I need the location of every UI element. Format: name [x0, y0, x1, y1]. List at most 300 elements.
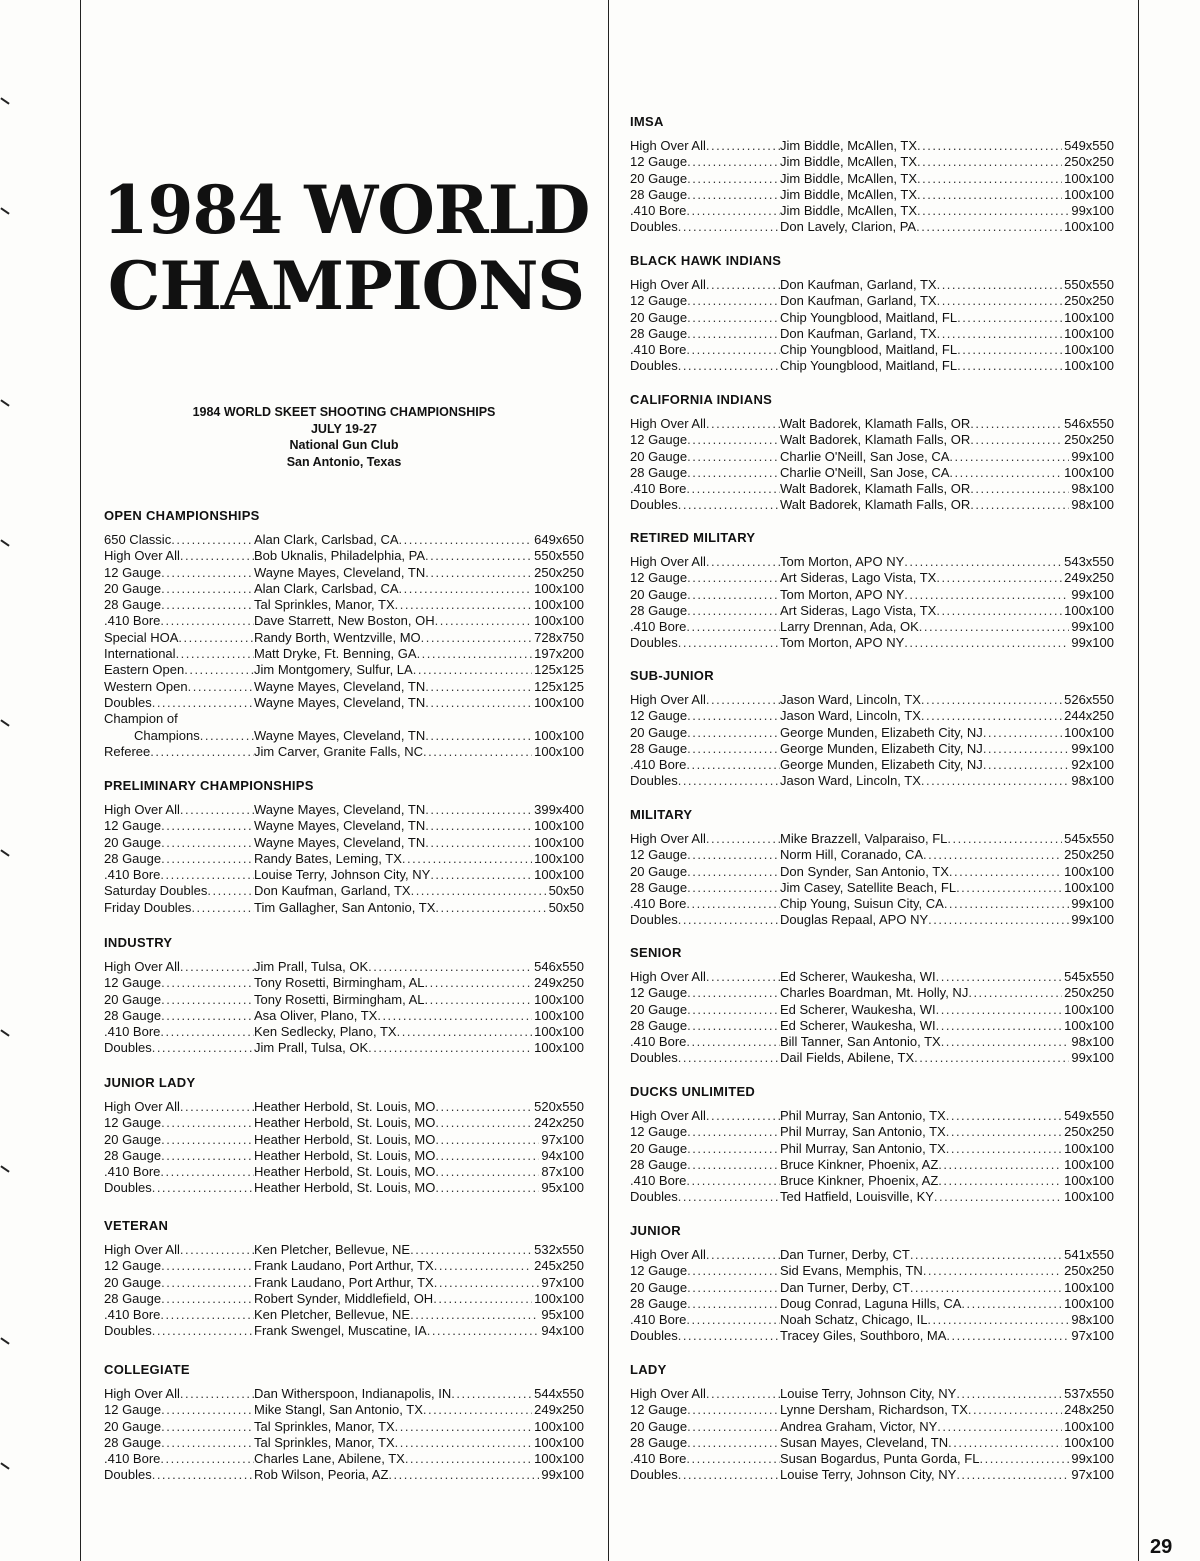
- binding-tick: [0, 539, 9, 546]
- leader-dots: [171, 532, 254, 548]
- category-cell: [104, 565, 254, 581]
- leader-dots: [425, 818, 532, 834]
- leader-dots: [395, 1419, 532, 1435]
- category-cell: [104, 1435, 254, 1451]
- score: 541x550: [1064, 1247, 1114, 1262]
- leader-dots: [435, 1115, 532, 1131]
- category-label: .410 Bore: [104, 867, 161, 883]
- winner-name: Jim Biddle, McAllen, TX: [780, 138, 918, 153]
- result-row: [630, 449, 1114, 465]
- result-row: [104, 1132, 584, 1148]
- winner-name: Jim Casey, Satellite Beach, FL: [780, 879, 957, 895]
- category-cell: [630, 570, 780, 586]
- category-label: 12 Gauge: [630, 1402, 688, 1418]
- leader-dots: [161, 565, 254, 581]
- category-cell: [630, 171, 780, 187]
- section-title: OPEN CHAMPIONSHIPS: [104, 508, 260, 523]
- leader-dots: [686, 1451, 780, 1467]
- leader-dots: [180, 1386, 254, 1402]
- leader-dots: [678, 635, 780, 651]
- category-label: Doubles: [630, 1328, 678, 1344]
- leader-dots: [687, 1263, 780, 1279]
- winner-name: Heather Herbold, St. Louis, MO: [254, 1147, 436, 1163]
- leader-dots: [161, 992, 254, 1008]
- leader-dots: [402, 851, 532, 867]
- result-row: [630, 310, 1114, 326]
- leader-dots: [956, 880, 1062, 896]
- score: 100x100: [1064, 358, 1114, 374]
- leader-dots: [706, 138, 780, 154]
- leader-dots: [678, 1328, 780, 1344]
- leader-dots: [687, 1435, 780, 1451]
- event-dates: JULY 19-27: [310, 421, 378, 436]
- winner-name: Heather Herbold, St. Louis, MO: [254, 1180, 436, 1196]
- winner-name: Phil Murray, San Antonio, TX: [780, 1108, 946, 1123]
- results-section: [630, 807, 1114, 929]
- result-row: [104, 597, 584, 613]
- result-row: [630, 1034, 1114, 1050]
- result-row: [104, 835, 584, 851]
- category-cell: [104, 851, 254, 867]
- score: 94x100: [541, 1147, 584, 1163]
- leader-dots: [180, 1242, 254, 1258]
- score: 100x100: [534, 743, 584, 759]
- category-cell: [630, 708, 780, 724]
- leader-dots: [395, 1435, 532, 1451]
- winner-name: Dan Witherspoon, Indianapolis, IN: [254, 1386, 452, 1401]
- category-label: Doubles: [630, 1189, 678, 1205]
- winner-name: Alan Clark, Carlsbad, CA: [254, 532, 399, 547]
- score: 550x550: [1064, 277, 1114, 292]
- category-cell: [630, 293, 780, 309]
- category-cell: [630, 864, 780, 880]
- leader-dots: [161, 818, 254, 834]
- section-title: BLACK HAWK INDIANS: [630, 253, 782, 268]
- winner-name: Chip Young, Suisun City, CA: [780, 896, 944, 912]
- winner-name: Don Kaufman, Garland, TX: [780, 293, 937, 309]
- category-label: 20 Gauge: [630, 1001, 688, 1017]
- result-row: [630, 570, 1114, 586]
- winner-name: Tom Morton, APO NY: [780, 635, 905, 651]
- score: 250x250: [1064, 154, 1114, 170]
- category-label: 20 Gauge: [104, 991, 162, 1007]
- result-row: [630, 773, 1114, 789]
- leader-dots: [180, 959, 254, 975]
- leader-dots: [430, 867, 532, 883]
- leader-dots: [687, 293, 780, 309]
- leader-dots: [423, 744, 532, 760]
- winner-name: Tom Morton, APO NY: [780, 554, 905, 569]
- category-cell: [630, 1157, 780, 1173]
- leader-dots: [687, 1157, 780, 1173]
- category-label: 20 Gauge: [630, 863, 688, 879]
- category-cell: [104, 728, 254, 744]
- category-label: Doubles: [630, 358, 678, 374]
- winner-name: Mike Stangl, San Antonio, TX: [254, 1402, 423, 1418]
- category-cell: [630, 326, 780, 342]
- result-row: [630, 1173, 1114, 1189]
- leader-dots: [946, 1328, 1069, 1344]
- results-section: [104, 1218, 584, 1340]
- result-row: [630, 171, 1114, 187]
- score: 125x125: [534, 678, 584, 694]
- winner-name: Don Kaufman, Garland, TX: [780, 277, 937, 292]
- leader-dots: [180, 548, 254, 564]
- winner-name: Dan Turner, Derby, CT: [780, 1279, 910, 1295]
- winner-name: Frank Laudano, Port Arthur, TX: [254, 1274, 434, 1290]
- winner-name: Robert Synder, Middlefield, OH: [254, 1290, 434, 1306]
- leader-dots: [161, 1258, 254, 1274]
- category-label: High Over All: [630, 1108, 706, 1123]
- leader-dots: [161, 597, 254, 613]
- winner-name: Wayne Mayes, Cleveland, TN: [254, 727, 426, 743]
- leader-dots: [152, 1323, 254, 1339]
- winner-name: Jim Prall, Tulsa, OK: [254, 1040, 369, 1056]
- category-cell: [630, 1050, 780, 1066]
- score: 250x250: [1064, 985, 1114, 1001]
- leader-dots: [678, 773, 780, 789]
- category-cell: [630, 219, 780, 235]
- leader-dots: [686, 203, 780, 219]
- leader-dots: [433, 1291, 532, 1307]
- result-row: [630, 1386, 1114, 1402]
- score: 248x250: [1064, 1402, 1114, 1418]
- result-row: [104, 1467, 584, 1483]
- category-cell: [630, 1108, 780, 1124]
- winner-name: Bob Uknalis, Philadelphia, PA: [254, 548, 426, 564]
- category-label: Doubles: [630, 635, 678, 651]
- leader-dots: [687, 847, 780, 863]
- category-cell: [630, 587, 780, 603]
- score: 549x550: [1064, 138, 1114, 153]
- leader-dots: [904, 587, 1069, 603]
- winner-name: Ken Pletcher, Bellevue, NE: [254, 1307, 411, 1323]
- result-row: [630, 757, 1114, 773]
- leader-dots: [706, 1108, 780, 1124]
- result-row: [630, 587, 1114, 603]
- category-label: 20 Gauge: [630, 724, 688, 740]
- category-label: 20 Gauge: [104, 1418, 162, 1434]
- category-cell: [630, 1141, 780, 1157]
- section-title: LADY: [630, 1362, 667, 1377]
- category-label: High Over All: [104, 802, 180, 817]
- score: 100x100: [534, 1418, 584, 1434]
- score: 97x100: [1071, 1467, 1114, 1483]
- score: 99x100: [1071, 1451, 1114, 1467]
- leader-dots: [956, 1467, 1069, 1483]
- winner-name: Don Kaufman, Garland, TX: [780, 325, 937, 341]
- leader-dots: [937, 1419, 1062, 1435]
- category-label: High Over All: [104, 1386, 180, 1401]
- result-row: [104, 1040, 584, 1056]
- score: 649x650: [534, 532, 584, 547]
- result-row: [630, 985, 1114, 1001]
- category-label: 20 Gauge: [104, 834, 162, 850]
- score: 544x550: [534, 1386, 584, 1401]
- winner-name: Charlie O'Neill, San Jose, CA: [780, 464, 950, 480]
- category-cell: [104, 662, 254, 678]
- winner-name: Randy Borth, Wentzville, MO: [254, 629, 421, 645]
- result-row: [104, 1435, 584, 1451]
- category-label: Doubles: [630, 912, 678, 928]
- leader-dots: [161, 835, 254, 851]
- category-label: Saturday Doubles: [104, 883, 208, 899]
- score: 245x250: [534, 1258, 584, 1274]
- binding-tick: [0, 849, 9, 856]
- result-row: [630, 358, 1114, 374]
- result-row: [630, 1435, 1114, 1451]
- leader-dots: [983, 757, 1070, 773]
- leader-dots: [937, 326, 1063, 342]
- leader-dots: [435, 1148, 539, 1164]
- leader-dots: [152, 1180, 254, 1196]
- category-cell: [630, 635, 780, 651]
- result-row: [104, 1258, 584, 1274]
- result-row: [104, 900, 584, 916]
- score: 100x100: [534, 580, 584, 596]
- category-label: 28 Gauge: [630, 879, 688, 895]
- score: 99x100: [1071, 1050, 1114, 1066]
- score: 95x100: [541, 1307, 584, 1323]
- score: 100x100: [534, 1290, 584, 1306]
- result-row: [630, 1189, 1114, 1205]
- score: 197x200: [534, 646, 584, 662]
- leader-dots: [388, 1467, 539, 1483]
- leader-dots: [191, 900, 254, 916]
- winner-name: Heather Herbold, St. Louis, MO: [254, 1099, 436, 1114]
- category-cell: [104, 1275, 254, 1291]
- score: 99x100: [1071, 635, 1114, 651]
- leader-dots: [451, 1386, 532, 1402]
- section-title: SENIOR: [630, 945, 682, 960]
- leader-dots: [968, 985, 1062, 1001]
- category-cell: [104, 1164, 254, 1180]
- leader-dots: [435, 1164, 539, 1180]
- result-row: [104, 1008, 584, 1024]
- leader-dots: [686, 1312, 780, 1328]
- leader-dots: [687, 985, 780, 1001]
- category-label: Champion of: [104, 711, 178, 727]
- leader-dots: [946, 1124, 1062, 1140]
- leader-dots: [904, 635, 1069, 651]
- category-cell: [104, 900, 254, 916]
- category-label: Doubles: [104, 1180, 152, 1196]
- category-cell: [104, 597, 254, 613]
- score: 520x550: [534, 1099, 584, 1114]
- winner-name: Ed Scherer, Waukesha, WI: [780, 969, 936, 984]
- winner-name: Frank Laudano, Port Arthur, TX: [254, 1258, 434, 1274]
- category-label: 28 Gauge: [104, 850, 162, 866]
- category-cell: [104, 1323, 254, 1339]
- result-row: [104, 867, 584, 883]
- page-title: [96, 172, 596, 324]
- category-cell: [104, 548, 254, 564]
- leader-dots: [687, 1124, 780, 1140]
- results-section: [630, 253, 1114, 375]
- score: 100x100: [1064, 219, 1114, 235]
- result-row: [104, 1148, 584, 1164]
- result-row: [630, 603, 1114, 619]
- category-cell: [630, 619, 780, 635]
- leader-dots: [938, 1157, 1062, 1173]
- category-cell: [104, 1258, 254, 1274]
- result-row: [630, 1141, 1114, 1157]
- result-row: [104, 1323, 584, 1339]
- leader-dots: [957, 310, 1062, 326]
- score: 100x100: [534, 597, 584, 613]
- leader-dots: [425, 835, 532, 851]
- leader-dots: [687, 741, 780, 757]
- category-label: 12 Gauge: [630, 847, 688, 863]
- score: 100x100: [1064, 325, 1114, 341]
- category-label: 28 Gauge: [630, 740, 688, 756]
- leader-dots: [979, 1451, 1069, 1467]
- leader-dots: [687, 725, 780, 741]
- score: 100x100: [1064, 1418, 1114, 1434]
- result-row: [104, 1419, 584, 1435]
- category-label: 20 Gauge: [104, 1131, 162, 1147]
- category-label: .410 Bore: [630, 896, 687, 912]
- category-label: 28 Gauge: [630, 464, 688, 480]
- leader-dots: [405, 1451, 532, 1467]
- category-label: 28 Gauge: [630, 186, 688, 202]
- category-label: 28 Gauge: [630, 1295, 688, 1311]
- score: 100x100: [534, 818, 584, 834]
- leader-dots: [150, 744, 254, 760]
- category-cell: [630, 187, 780, 203]
- score: 100x100: [1064, 879, 1114, 895]
- leader-dots: [160, 1451, 254, 1467]
- category-label: 20 Gauge: [630, 1279, 688, 1295]
- winner-name: Chip Youngblood, Maitland, FL: [780, 342, 958, 358]
- category-label: International: [104, 646, 176, 662]
- leader-dots: [184, 662, 254, 678]
- score: 532x550: [534, 1242, 584, 1257]
- score: 545x550: [1064, 969, 1114, 984]
- leader-dots: [917, 171, 1062, 187]
- category-cell: [630, 692, 780, 708]
- result-row: [104, 992, 584, 1008]
- score: 97x100: [1071, 1328, 1114, 1344]
- category-cell: [104, 1419, 254, 1435]
- result-row: [104, 728, 584, 744]
- winner-name: Jim Biddle, McAllen, TX: [780, 203, 918, 219]
- category-label: Doubles: [104, 1467, 152, 1483]
- leader-dots: [949, 465, 1062, 481]
- score: 249x250: [534, 975, 584, 991]
- category-cell: [630, 725, 780, 741]
- winner-name: George Munden, Elizabeth City, NJ: [780, 757, 983, 773]
- leader-dots: [706, 831, 780, 847]
- score: 100x100: [1064, 170, 1114, 186]
- score: 100x100: [1064, 342, 1114, 358]
- score: 100x100: [534, 694, 584, 710]
- leader-dots: [687, 1141, 780, 1157]
- leader-dots: [427, 1323, 540, 1339]
- category-label: .410 Bore: [104, 1451, 161, 1467]
- winner-name: Wayne Mayes, Cleveland, TN: [254, 564, 426, 580]
- category-label: Doubles: [104, 1040, 152, 1056]
- score: 100x100: [1064, 1140, 1114, 1156]
- results-section: [104, 935, 584, 1057]
- result-row: [104, 1164, 584, 1180]
- leader-dots: [923, 847, 1062, 863]
- leader-dots: [395, 597, 532, 613]
- category-cell: [630, 985, 780, 1001]
- category-label: .410 Bore: [630, 342, 687, 358]
- result-row: [630, 880, 1114, 896]
- event-location: San Antonio, Texas: [286, 454, 402, 469]
- category-label: High Over All: [630, 1247, 706, 1262]
- category-label: 20 Gauge: [630, 586, 688, 602]
- category-cell: [104, 1180, 254, 1196]
- result-row: [630, 219, 1114, 235]
- leader-dots: [934, 1189, 1062, 1205]
- category-label: 12 Gauge: [630, 1263, 688, 1279]
- score: 100x100: [1064, 602, 1114, 618]
- category-cell: [630, 465, 780, 481]
- leader-dots: [161, 1275, 254, 1291]
- winner-name: Ted Hatfield, Louisville, KY: [780, 1189, 934, 1205]
- leader-dots: [687, 449, 780, 465]
- score: 399x400: [534, 802, 584, 817]
- binding-tick: [0, 399, 9, 406]
- category-label: Doubles: [104, 1323, 152, 1339]
- score: 250x250: [534, 564, 584, 580]
- winner-name: Dan Turner, Derby, CT: [780, 1247, 910, 1262]
- category-label: 12 Gauge: [630, 154, 688, 170]
- category-cell: [630, 554, 780, 570]
- page-number: 29: [1150, 1536, 1173, 1558]
- score: 99x100: [1071, 448, 1114, 464]
- winner-name: Jim Montgomery, Sulfur, LA: [254, 662, 413, 678]
- category-label: High Over All: [630, 416, 706, 431]
- leader-dots: [706, 969, 780, 985]
- score: 98x100: [1071, 773, 1114, 789]
- leader-dots: [687, 864, 780, 880]
- category-label: 28 Gauge: [630, 602, 688, 618]
- leader-dots: [399, 532, 533, 548]
- leader-dots: [152, 1467, 254, 1483]
- leader-dots: [687, 310, 780, 326]
- winner-name: Sid Evans, Memphis, TN: [780, 1263, 923, 1279]
- category-label: High Over All: [630, 831, 706, 846]
- score: 100x100: [534, 613, 584, 629]
- score: 98x100: [1071, 497, 1114, 513]
- leader-dots: [949, 449, 1069, 465]
- result-row: [630, 1328, 1114, 1344]
- winner-name: Tal Sprinkles, Manor, TX: [254, 597, 395, 613]
- leader-dots: [687, 708, 780, 724]
- results-section: [104, 1362, 584, 1484]
- winner-name: Alan Clark, Carlsbad, CA: [254, 580, 399, 596]
- leader-dots: [425, 695, 532, 711]
- score: 100x100: [1064, 1156, 1114, 1172]
- leader-dots: [686, 896, 780, 912]
- category-cell: [104, 532, 254, 548]
- score: 99x100: [1071, 912, 1114, 928]
- section-title: PRELIMINARY CHAMPIONSHIPS: [104, 778, 314, 793]
- leader-dots: [207, 883, 254, 899]
- score: 100x100: [1064, 1434, 1114, 1450]
- category-cell: [630, 358, 780, 374]
- category-cell: [630, 432, 780, 448]
- leader-dots: [425, 992, 533, 1008]
- leader-dots: [941, 1034, 1070, 1050]
- leader-dots: [687, 187, 780, 203]
- score: 546x550: [534, 959, 584, 974]
- category-cell: [104, 1008, 254, 1024]
